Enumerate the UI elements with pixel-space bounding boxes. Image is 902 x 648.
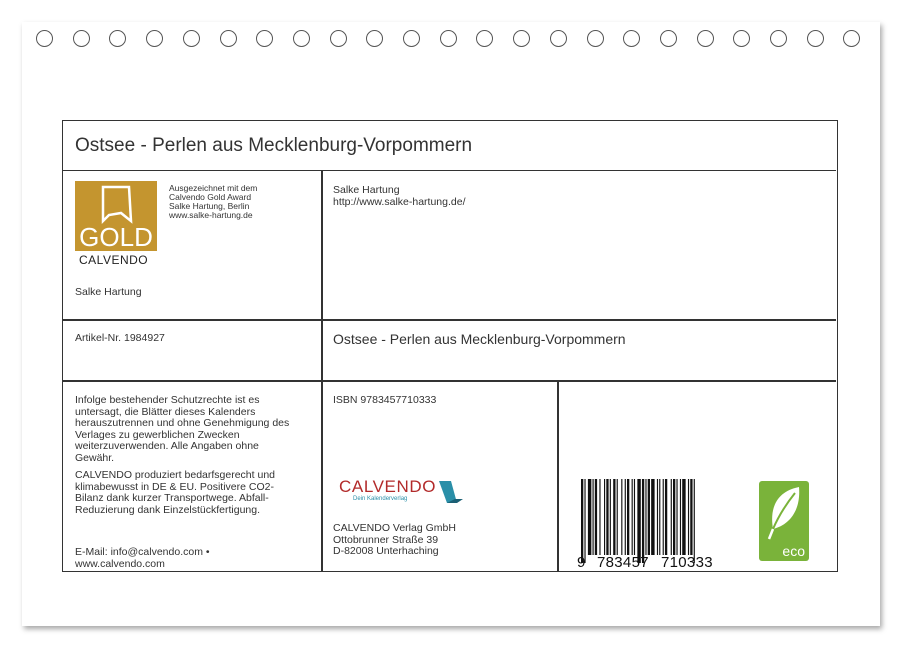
award-line: Calvendo Gold Award [169, 192, 252, 202]
eco-line: Reduzierung dank Einzelstückfertigung. [75, 503, 261, 516]
barcode-bar [682, 479, 685, 555]
isbn-barcode [577, 479, 737, 571]
barcode-bar [610, 479, 611, 555]
binding-ring [476, 30, 493, 47]
eco-line: CALVENDO produziert bedarfsgerecht und [75, 469, 275, 481]
barcode-digits [577, 555, 737, 571]
barcode-bar [581, 479, 583, 563]
divider [63, 319, 836, 321]
binding-ring [256, 30, 273, 47]
binding-ring [513, 30, 530, 47]
divider [321, 171, 323, 571]
publisher-mark-icon [437, 479, 465, 507]
address-line: Ottobrunner Straße 39 [333, 533, 439, 546]
author-url[interactable]: http://www.salke-hartung.de/ [333, 195, 466, 208]
badge-word: GOLD [79, 222, 153, 252]
barcode-bar [632, 479, 633, 555]
barcode-bar [637, 479, 640, 563]
binding-ring [807, 30, 824, 47]
eco-line: Bilanz dank kurzer Transportwege. Abfall- [75, 492, 269, 504]
contact [75, 547, 319, 570]
legal-line: weiterzuverwenden. Alle Angaben ohne [75, 440, 259, 452]
barcode-digit-first: 9 [577, 554, 586, 571]
author-block [333, 185, 466, 208]
binding-ring [220, 30, 237, 47]
publisher-address [333, 523, 456, 558]
binding-ring [146, 30, 163, 47]
page-title: Ostsee - Perlen aus Mecklenburg-Vorpommern [63, 121, 836, 171]
barcode-bar [627, 479, 629, 555]
barcode-bar [606, 479, 608, 555]
barcode-bar [642, 479, 644, 563]
award-figure-icon [75, 181, 157, 227]
barcode-bar [680, 479, 681, 555]
contact-email[interactable]: E-Mail: info@calvendo.com • [75, 546, 210, 558]
award-text [169, 184, 319, 220]
subtitle: Ostsee - Perlen aus Mecklenburg-Vorpommern [333, 331, 626, 347]
calvendo-logo [339, 477, 479, 513]
award-line: Ausgezeichnet mit dem [169, 183, 258, 193]
divider [63, 380, 836, 382]
barcode-bar [617, 479, 618, 555]
eco-label [759, 481, 809, 561]
binding-ring [733, 30, 750, 47]
barcode-bar [665, 479, 667, 555]
author-name: Salke Hartung [333, 184, 400, 196]
award-line: Salke Hartung, Berlin [169, 201, 250, 211]
legal-line: Verlages zu gewerblichen Zwecken [75, 428, 240, 441]
binding-ring [293, 30, 310, 47]
barcode-bar [645, 479, 646, 555]
binding-ring [660, 30, 677, 47]
barcode-bar [671, 479, 672, 555]
barcode-bar [584, 479, 585, 563]
divider [557, 381, 559, 571]
barcode-bar [593, 479, 594, 555]
barcode-bar [625, 479, 626, 555]
binding-ring [770, 30, 787, 47]
barcode-bar [634, 479, 635, 555]
barcode-bar [621, 479, 622, 555]
award-line: www.salke-hartung.de [169, 210, 253, 220]
badge-brand: CALVENDO [79, 253, 149, 267]
binding-ring [697, 30, 714, 47]
barcode-bar [694, 479, 695, 563]
barcode-digit-group: 783457 [597, 554, 649, 571]
barcode-bar [588, 479, 591, 555]
barcode-bar [613, 479, 615, 555]
spiral-binding [0, 30, 902, 56]
binding-ring [440, 30, 457, 47]
barcode-bar [651, 479, 654, 555]
binding-ring [366, 30, 383, 47]
binding-ring [36, 30, 53, 47]
binding-ring [587, 30, 604, 47]
barcode-bars [577, 479, 737, 563]
legal-line: untersagt, die Blätter dieses Kalenders [75, 405, 256, 418]
isbn: ISBN 9783457710333 [333, 394, 437, 406]
award-author: Salke Hartung [75, 286, 142, 298]
address-line: D-82008 Unterhaching [333, 545, 439, 557]
barcode-bar [688, 479, 689, 555]
barcode-bar [673, 479, 675, 555]
address-line: CALVENDO Verlag GmbH [333, 522, 456, 534]
barcode-bar [690, 479, 692, 555]
binding-ring [550, 30, 567, 47]
legal-line: Infolge bestehender Schutzrechte ist es [75, 394, 260, 406]
barcode-bar [648, 479, 650, 555]
contact-website[interactable]: www.calvendo.com [75, 557, 165, 570]
barcode-bar [676, 479, 677, 555]
legal-line: Gewähr. [75, 451, 115, 464]
legal-notice [75, 395, 319, 516]
binding-ring [330, 30, 347, 47]
publisher-logo-text: CALVENDO [339, 477, 437, 496]
article-number: Artikel-Nr. 1984927 [75, 332, 165, 344]
binding-ring [403, 30, 420, 47]
eco-text: eco [782, 543, 805, 559]
leaf-icon [759, 483, 809, 543]
binding-ring [843, 30, 860, 47]
barcode-digit-group: 710333 [661, 554, 713, 571]
binding-ring [73, 30, 90, 47]
barcode-bar [663, 479, 664, 555]
barcode-bar [659, 479, 660, 555]
legal-line: herauszutrennen und ohne Genehmigung des [75, 417, 290, 429]
binding-ring [109, 30, 126, 47]
info-grid [62, 120, 838, 572]
publisher-tagline: Dein Kalenderverlag [353, 496, 408, 502]
barcode-bar [599, 479, 600, 555]
binding-ring [183, 30, 200, 47]
barcode-bar [604, 479, 605, 555]
barcode-bar [657, 479, 658, 555]
binding-ring [623, 30, 640, 47]
gold-award-badge [75, 181, 157, 251]
eco-line: klimabewusst in DE & EU. Positivere CO2- [75, 480, 274, 493]
barcode-bar [595, 479, 597, 555]
